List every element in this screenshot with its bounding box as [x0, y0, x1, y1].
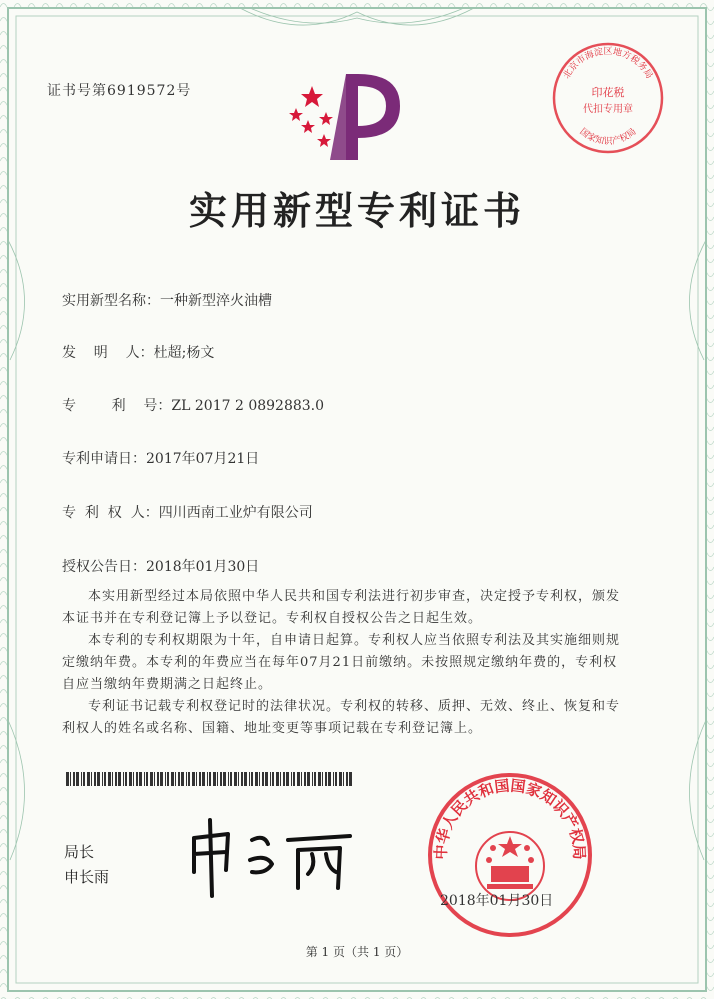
field-filing-date — [62, 448, 259, 468]
body-paragraph-2: 本专利的专利权期限为十年，自申请日起算。专利权人应当依照专利法及其实施细则规定缴纳年费。本专利的年费应当在每年07月21日前缴纳。未按照规定缴纳年费的，专利权自应当缴纳年费期满之日起终止。 — [62, 633, 621, 692]
seal-date: 2018年01月30日 — [440, 893, 554, 909]
field-patentee-value: 四川西南工业炉有限公司 — [158, 505, 313, 521]
field-patentee-label: 专 利 权 人： — [62, 505, 159, 521]
svg-text:北京市海淀区地方税务局: 北京市海淀区地方税务局 — [562, 47, 654, 81]
certificate-title: 实用新型专利证书 — [188, 188, 525, 233]
svg-text:印花税: 印花税 — [591, 86, 625, 99]
svg-text:国家知识产权局: 国家知识产权局 — [577, 126, 639, 147]
field-name-value: 一种新型淬火油槽 — [160, 293, 272, 309]
field-name — [62, 290, 272, 310]
field-inventor-label: 发 明 人： — [62, 345, 154, 361]
director-name: 申长雨 — [64, 868, 110, 886]
field-grant-date-label: 授权公告日： — [62, 559, 146, 575]
barcode — [66, 772, 356, 786]
field-inventor-value: 杜超;杨文 — [153, 345, 215, 361]
body-paragraph-1: 本实用新型经过本局依照中华人民共和国专利法进行初步审查，决定授予专利权，颁发本证书并在专利登记簿上予以登记。专利权自授权公告之日起生效。 — [62, 589, 621, 626]
field-patent-no-value: ZL 2017 2 0892883.0 — [171, 398, 325, 414]
field-grant-date — [62, 556, 259, 576]
tax-stamp-seal — [548, 38, 668, 158]
svg-text:代扣专用章: 代扣专用章 — [583, 104, 633, 115]
director-signature — [180, 810, 370, 900]
field-filing-date-label: 专利申请日： — [62, 451, 146, 467]
certificate-number: 证书号第6919572号 — [47, 83, 192, 99]
cnipa-official-seal — [425, 770, 595, 940]
field-patent-no-label: 专 利 号： — [62, 398, 172, 414]
svg-text:中华人民共和国国家知识产权局: 中华人民共和国国家知识产权局 — [431, 776, 589, 860]
field-patent-no — [62, 395, 324, 415]
body-paragraph-3: 专利证书记载专利权登记时的法律状况。专利权的转移、质押、无效、终止、恢复和专利权人的姓名或名称、国籍、地址变更等事项记载在专利登记簿上。 — [62, 699, 621, 736]
page-footer: 第 1 页（共 1 页） — [305, 945, 409, 959]
cnipa-logo — [282, 66, 422, 166]
field-patentee — [62, 502, 313, 522]
field-filing-date-value: 2017年07月21日 — [146, 451, 260, 467]
field-inventor — [62, 342, 214, 362]
field-name-label: 实用新型名称： — [62, 293, 160, 309]
field-grant-date-value: 2018年01月30日 — [146, 559, 260, 575]
director-title: 局长 — [64, 843, 95, 861]
